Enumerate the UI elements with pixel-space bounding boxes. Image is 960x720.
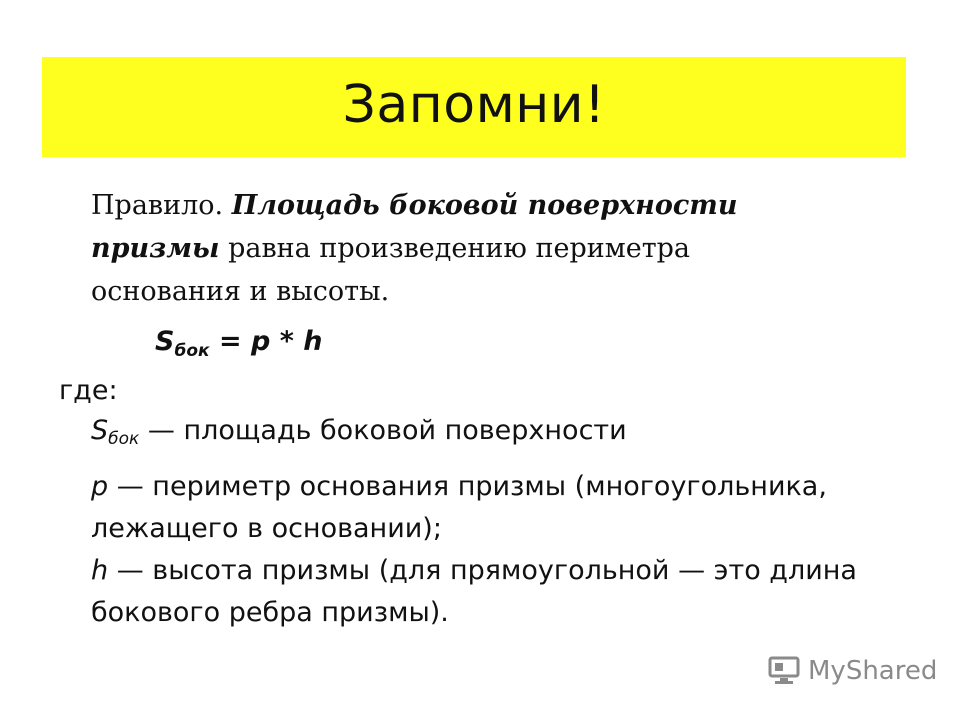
definition-text: — площадь боковой поверхности [139,415,627,446]
definitions-list [91,410,871,634]
title-banner [42,57,906,157]
definition-text: — периметр основания призмы (многоугольника, лежащего в основании); [91,471,827,544]
definition-symbol-subscript: бок [108,429,140,449]
definition-symbol: p [91,471,109,502]
monitor-icon [768,656,800,686]
formula [155,322,322,371]
rule-text [91,184,811,313]
formula-lhs: S [155,326,175,357]
definition-symbol: S [91,415,109,446]
formula-lhs-subscript: бок [174,341,210,361]
where-label: где: [59,375,118,406]
definition-text: — высота призмы (для прямоугольной — это длина бокового ребра призмы). [91,555,857,628]
slide-title: Запомни! [342,75,606,135]
rule-prefix: Правило. [91,190,232,221]
rule-rest: равна произведению периметра основания и высоты. [91,233,691,307]
definition-item [91,550,871,634]
definition-symbol: h [91,555,109,586]
watermark [768,656,937,686]
rule-emphasis: Площадь боковой поверхности призмы [91,190,738,264]
definition-item [91,466,871,550]
watermark-text: MyShared [808,656,938,686]
formula-rhs: = p * h [209,326,323,357]
definition-item [91,410,871,460]
